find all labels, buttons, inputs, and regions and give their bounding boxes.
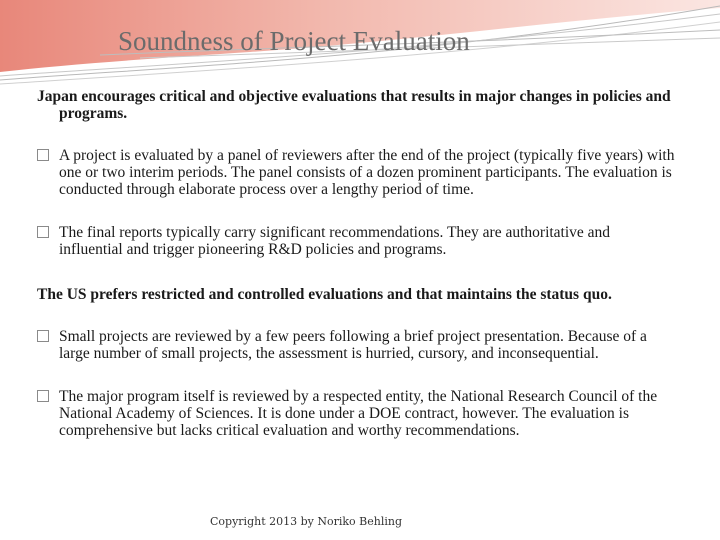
bullet-text: A project is evaluated by a panel of reviewers after the end of the project (typically five years) with one or two interim periods. The panel consists of a dozen prominent participants. The evaluation is conducted through elaborate process over a lengthy period of time. [59, 147, 675, 198]
japan-bullet-2 [37, 224, 677, 258]
bullet-text: Small projects are reviewed by a few peers following a brief project presentation. Because of a large number of small projects, the assessment is hurried, cursory, and inconsequential. [59, 328, 647, 362]
slide-header [0, 0, 720, 90]
bullet-box-icon [37, 149, 49, 161]
slide-body [37, 88, 677, 439]
bullet-box-icon [37, 390, 49, 402]
bullet-text: The final reports typically carry significant recommendations. They are authoritative and influential and trigger pioneering R&D policies and programs. [59, 224, 611, 258]
bullet-box-icon [37, 226, 49, 238]
us-heading: The US prefers restricted and controlled evaluations and that maintains the status quo. [37, 286, 612, 303]
bullet-box-icon [37, 330, 49, 342]
slide-title: Soundness of Project Evaluation [118, 26, 470, 56]
bullet-text: The major program itself is reviewed by a respected entity, the National Research Council of the National Academy of Sciences. It is done under a DOE contract, however. The evaluation is comprehensive but lacks critical evaluation and worthy recommendations. [59, 388, 658, 439]
japan-bullet-1 [37, 147, 677, 198]
us-bullet-2 [37, 388, 677, 439]
copyright-footer: Copyright 2013 by Noriko Behling [210, 515, 403, 528]
japan-heading: Japan encourages critical and objective evaluations that results in major changes in policies and programs. [37, 88, 671, 122]
us-bullet-1 [37, 328, 677, 362]
